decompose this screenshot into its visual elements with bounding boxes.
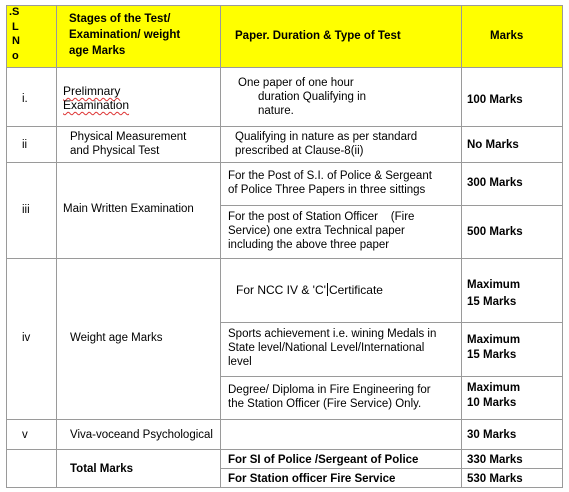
row-marks [467,381,559,411]
marks-line: 15 Marks [467,349,517,361]
total-marks: 530 Marks [467,473,523,485]
row-marks [467,333,559,363]
paper-line: One paper of one hour [238,77,354,89]
header-slno-line: L [12,20,19,33]
paper-line: Degree/ Diploma in Fire Engineering for [228,384,431,396]
row-marks: 500 Marks [467,226,523,238]
marks-line: Maximum [467,279,521,291]
stage-line: Physical Measurement [70,131,187,143]
header-stages-line: Stages of the Test/ [69,13,171,25]
row-divider [6,419,563,420]
marks-line: 15 Marks [467,296,517,308]
sub-row-divider [220,322,563,323]
column-divider [461,5,462,488]
row-paper [228,169,458,197]
header-stages [69,11,219,59]
stage-line: Examination [63,98,130,112]
row-marks: No Marks [467,139,519,151]
row-stage: Weight age Marks [70,332,163,344]
header-stages-line: age Marks [69,45,126,57]
row-divider [6,126,563,127]
stage-line: and Physical Test [70,145,160,157]
header-stages-line: Examination/ weight [69,29,181,41]
total-paper: For Station officer Fire Service [228,473,396,485]
row-paper [228,327,458,369]
row-marks: 30 Marks [467,429,517,441]
paper-line: Qualifying in nature as per standard [235,131,418,143]
paper-line: prescribed at Clause-8(ii) [235,145,364,157]
paper-line: including the above three paper [228,239,390,251]
paper-line: Sports achievement i.e. wining Medals in [228,328,437,340]
marks-line: Maximum [467,334,521,346]
row-divider [6,162,563,163]
row-marks: 100 Marks [467,94,523,106]
sub-row-divider [220,376,563,377]
row-stage: Main Written Examination [63,203,194,215]
header-slno [9,5,49,63]
text-cursor [327,283,328,296]
row-paper [228,210,458,252]
total-paper: For SI of Police /Sergeant of Police [228,454,419,466]
paper-text: Certificate [328,283,383,297]
sub-row-divider [220,468,563,469]
row-no: iii [22,204,30,216]
header-slno-line: N [12,35,20,47]
marks-line: Maximum [467,382,521,394]
stage-line: Prelimnary [63,84,121,98]
row-paper [235,130,459,158]
header-slno-line: o [12,49,19,62]
row-marks [467,277,559,311]
paper-line: the Station Officer (Fire Service) Only. [228,398,422,410]
table-border [6,5,563,6]
paper-line: nature. [258,105,294,117]
sub-row-divider [220,205,563,206]
row-marks: 300 Marks [467,177,523,189]
row-divider [6,67,563,68]
row-no: iv [22,332,31,344]
header-marks: Marks [490,30,524,42]
paper-line: level [228,356,252,368]
marks-line: 10 Marks [467,397,517,409]
row-paper [228,383,460,411]
table-border [6,487,563,488]
header-paper: Paper. Duration & Type of Test [235,30,401,42]
row-stage [70,130,218,158]
row-no: v [22,429,28,441]
table-border [562,5,563,488]
row-stage [63,84,213,112]
row-divider [6,258,563,259]
row-no: i. [22,93,28,105]
total-label: Total Marks [70,463,134,475]
column-divider [56,5,57,488]
paper-line: State level/National Level/International [228,342,425,354]
row-paper [236,283,458,297]
row-no: ii [22,139,28,151]
row-stage: Viva-voceand Psychological [70,429,213,441]
paper-line: Service) one extra Technical paper [228,225,405,237]
row-paper [238,76,458,118]
paper-line: of Police Three Papers in three sittings [228,184,426,196]
header-slno-line: .S [9,6,20,18]
total-marks: 330 Marks [467,454,523,466]
column-divider [220,5,221,488]
table-border [6,5,7,488]
row-divider [6,449,563,450]
paper-text: For NCC IV & 'C' [236,283,326,297]
paper-line: duration Qualifying in [258,91,367,103]
paper-line: For the Post of S.I. of Police & Sergeant [228,170,432,182]
paper-line: For the post of Station Officer (Fire [228,211,415,223]
